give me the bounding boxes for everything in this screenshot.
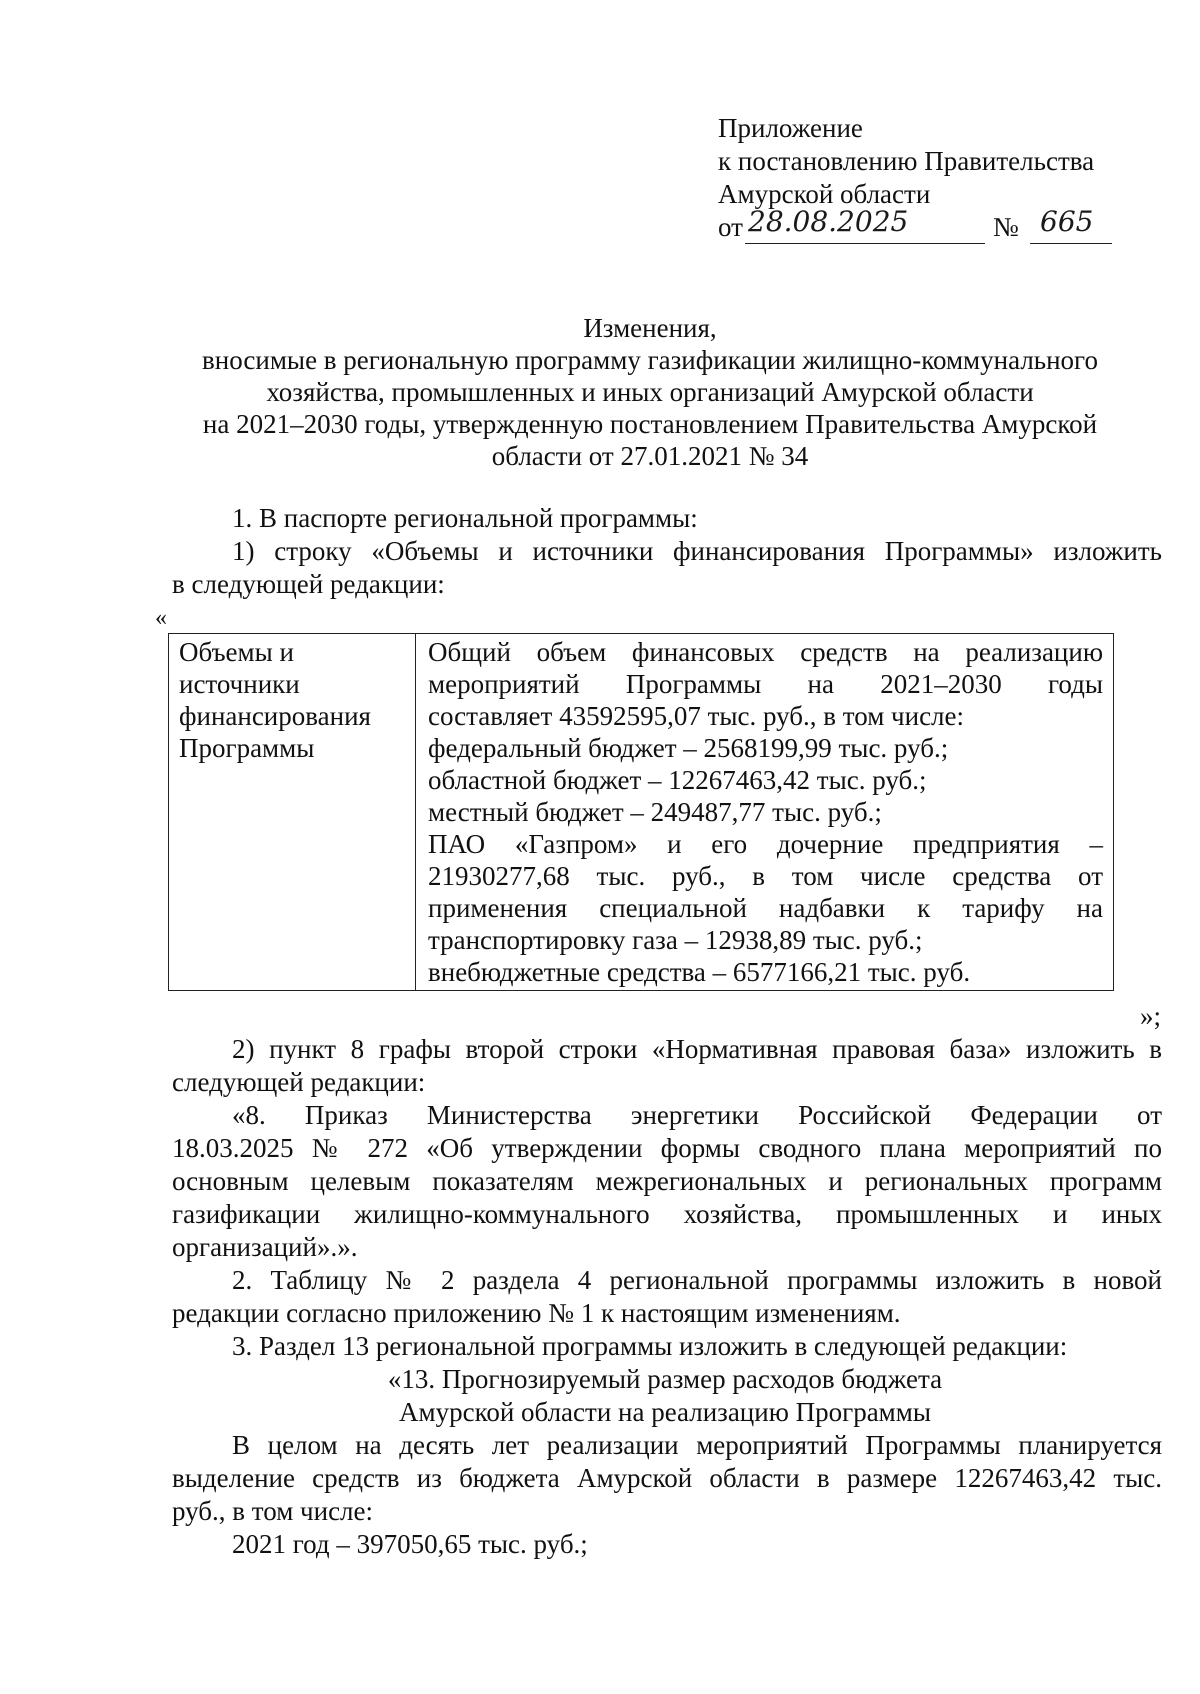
value-line: применения специальной надбавки к тарифу на xyxy=(428,893,1103,923)
item-2-line-2: редакции согласно приложению № 1 к настоящим изменениям. xyxy=(172,1298,901,1328)
value-line: транспортировку газа – 12938,89 тыс. руб.; xyxy=(428,925,923,955)
passport-row-label xyxy=(169,634,416,991)
document-title-line-4: на 2021–2030 годы, утвержденную постановлением Правительства Амурской xyxy=(202,409,1098,439)
handwritten-number: 665 xyxy=(1040,205,1094,238)
value-line: областной бюджет – 12267463,42 тыс. руб.; xyxy=(428,765,927,795)
item-3: 3. Раздел 13 региональной программы изложить в следующей редакции: xyxy=(232,1331,1068,1361)
attachment-date-prefix: от xyxy=(718,212,743,242)
value-line: мероприятий Программы на 2021–2030 годы xyxy=(428,669,1103,699)
label-line: Программы xyxy=(179,733,315,763)
label-line: финансирования xyxy=(179,701,371,731)
number-underline xyxy=(1030,243,1112,244)
value-line: 21930277,68 тыс. руб., в том числе средства от xyxy=(428,861,1103,891)
sub-item-1-line-2: в следующей редакции: xyxy=(172,569,445,599)
document-title-heading: Изменения, xyxy=(583,313,717,343)
paragraph-line-3: руб., в том числе: xyxy=(172,1496,374,1526)
section-13-heading-1: «13. Прогнозируемый размер расходов бюджета xyxy=(387,1364,943,1394)
quote-line-3: основным целевым показателям межрегиональных и региональных программ xyxy=(172,1166,1162,1196)
value-line: Общий объем финансовых средств на реализацию xyxy=(428,637,1103,667)
attachment-line-1: Приложение xyxy=(718,113,863,143)
label-line: Объемы и xyxy=(179,637,294,667)
attachment-line-2: к постановлению Правительства xyxy=(718,146,1095,176)
document-title-line-5: области от 27.01.2021 № 34 xyxy=(491,441,809,471)
sub-item-1-line-1: 1) строку «Объемы и источники финансирования Программы» изложить xyxy=(232,536,1162,566)
value-line: местный бюджет – 249487,77 тыс. руб.; xyxy=(428,797,882,827)
attachment-line-3: Амурской области xyxy=(718,179,931,209)
item-1: 1. В паспорте региональной программы: xyxy=(232,503,698,533)
handwritten-date: 28.08.2025 xyxy=(748,205,909,238)
value-line: федеральный бюджет – 2568199,99 тыс. руб.; xyxy=(428,733,949,763)
quote-line-4: газификации жилищно-коммунального хозяйства, промышленных и иных xyxy=(172,1199,1162,1229)
paragraph-line-1: В целом на десять лет реализации мероприятий Программы планируется xyxy=(232,1430,1162,1460)
quote-line-5: организаций».». xyxy=(172,1232,358,1262)
date-underline xyxy=(745,243,985,244)
sub-item-2-line-1: 2) пункт 8 графы второй строки «Нормативная правовая база» изложить в xyxy=(232,1034,1162,1064)
item-2-line-1: 2. Таблицу № 2 раздела 4 региональной программы изложить в новой xyxy=(232,1265,1162,1295)
value-line: внебюджетные средства – 6577166,21 тыс. руб. xyxy=(428,957,971,987)
label-line: источники xyxy=(179,669,300,699)
close-quote: »; xyxy=(1140,1001,1162,1031)
quote-line-2: 18.03.2025 № 272 «Об утверждении формы сводного плана мероприятий по xyxy=(172,1133,1162,1163)
value-line: ПАО «Газпром» и его дочерние предприятия – xyxy=(428,829,1103,859)
quote-line-1: «8. Приказ Министерства энергетики Российской Федерации от xyxy=(232,1100,1162,1130)
paragraph-line-2: выделение средств из бюджета Амурской области в размере 12267463,42 тыс. xyxy=(172,1463,1162,1493)
section-13-heading-2: Амурской области на реализацию Программы xyxy=(399,1397,931,1427)
open-quote: « xyxy=(155,605,167,631)
passport-table xyxy=(168,633,1114,991)
document-title-line-2: вносимые в региональную программу газификации жилищно-коммунального xyxy=(202,345,1098,375)
passport-row-value xyxy=(416,634,1114,991)
sub-item-2-line-2: следующей редакции: xyxy=(172,1067,426,1097)
value-line: составляет 43592595,07 тыс. руб., в том числе: xyxy=(428,701,965,731)
table-row xyxy=(169,634,1114,991)
document-title-line-3: хозяйства, промышленных и иных организаций Амурской области xyxy=(266,377,1034,407)
attachment-number-prefix: № xyxy=(993,212,1019,242)
year-2021-line: 2021 год – 397050,65 тыс. руб.; xyxy=(232,1529,588,1559)
